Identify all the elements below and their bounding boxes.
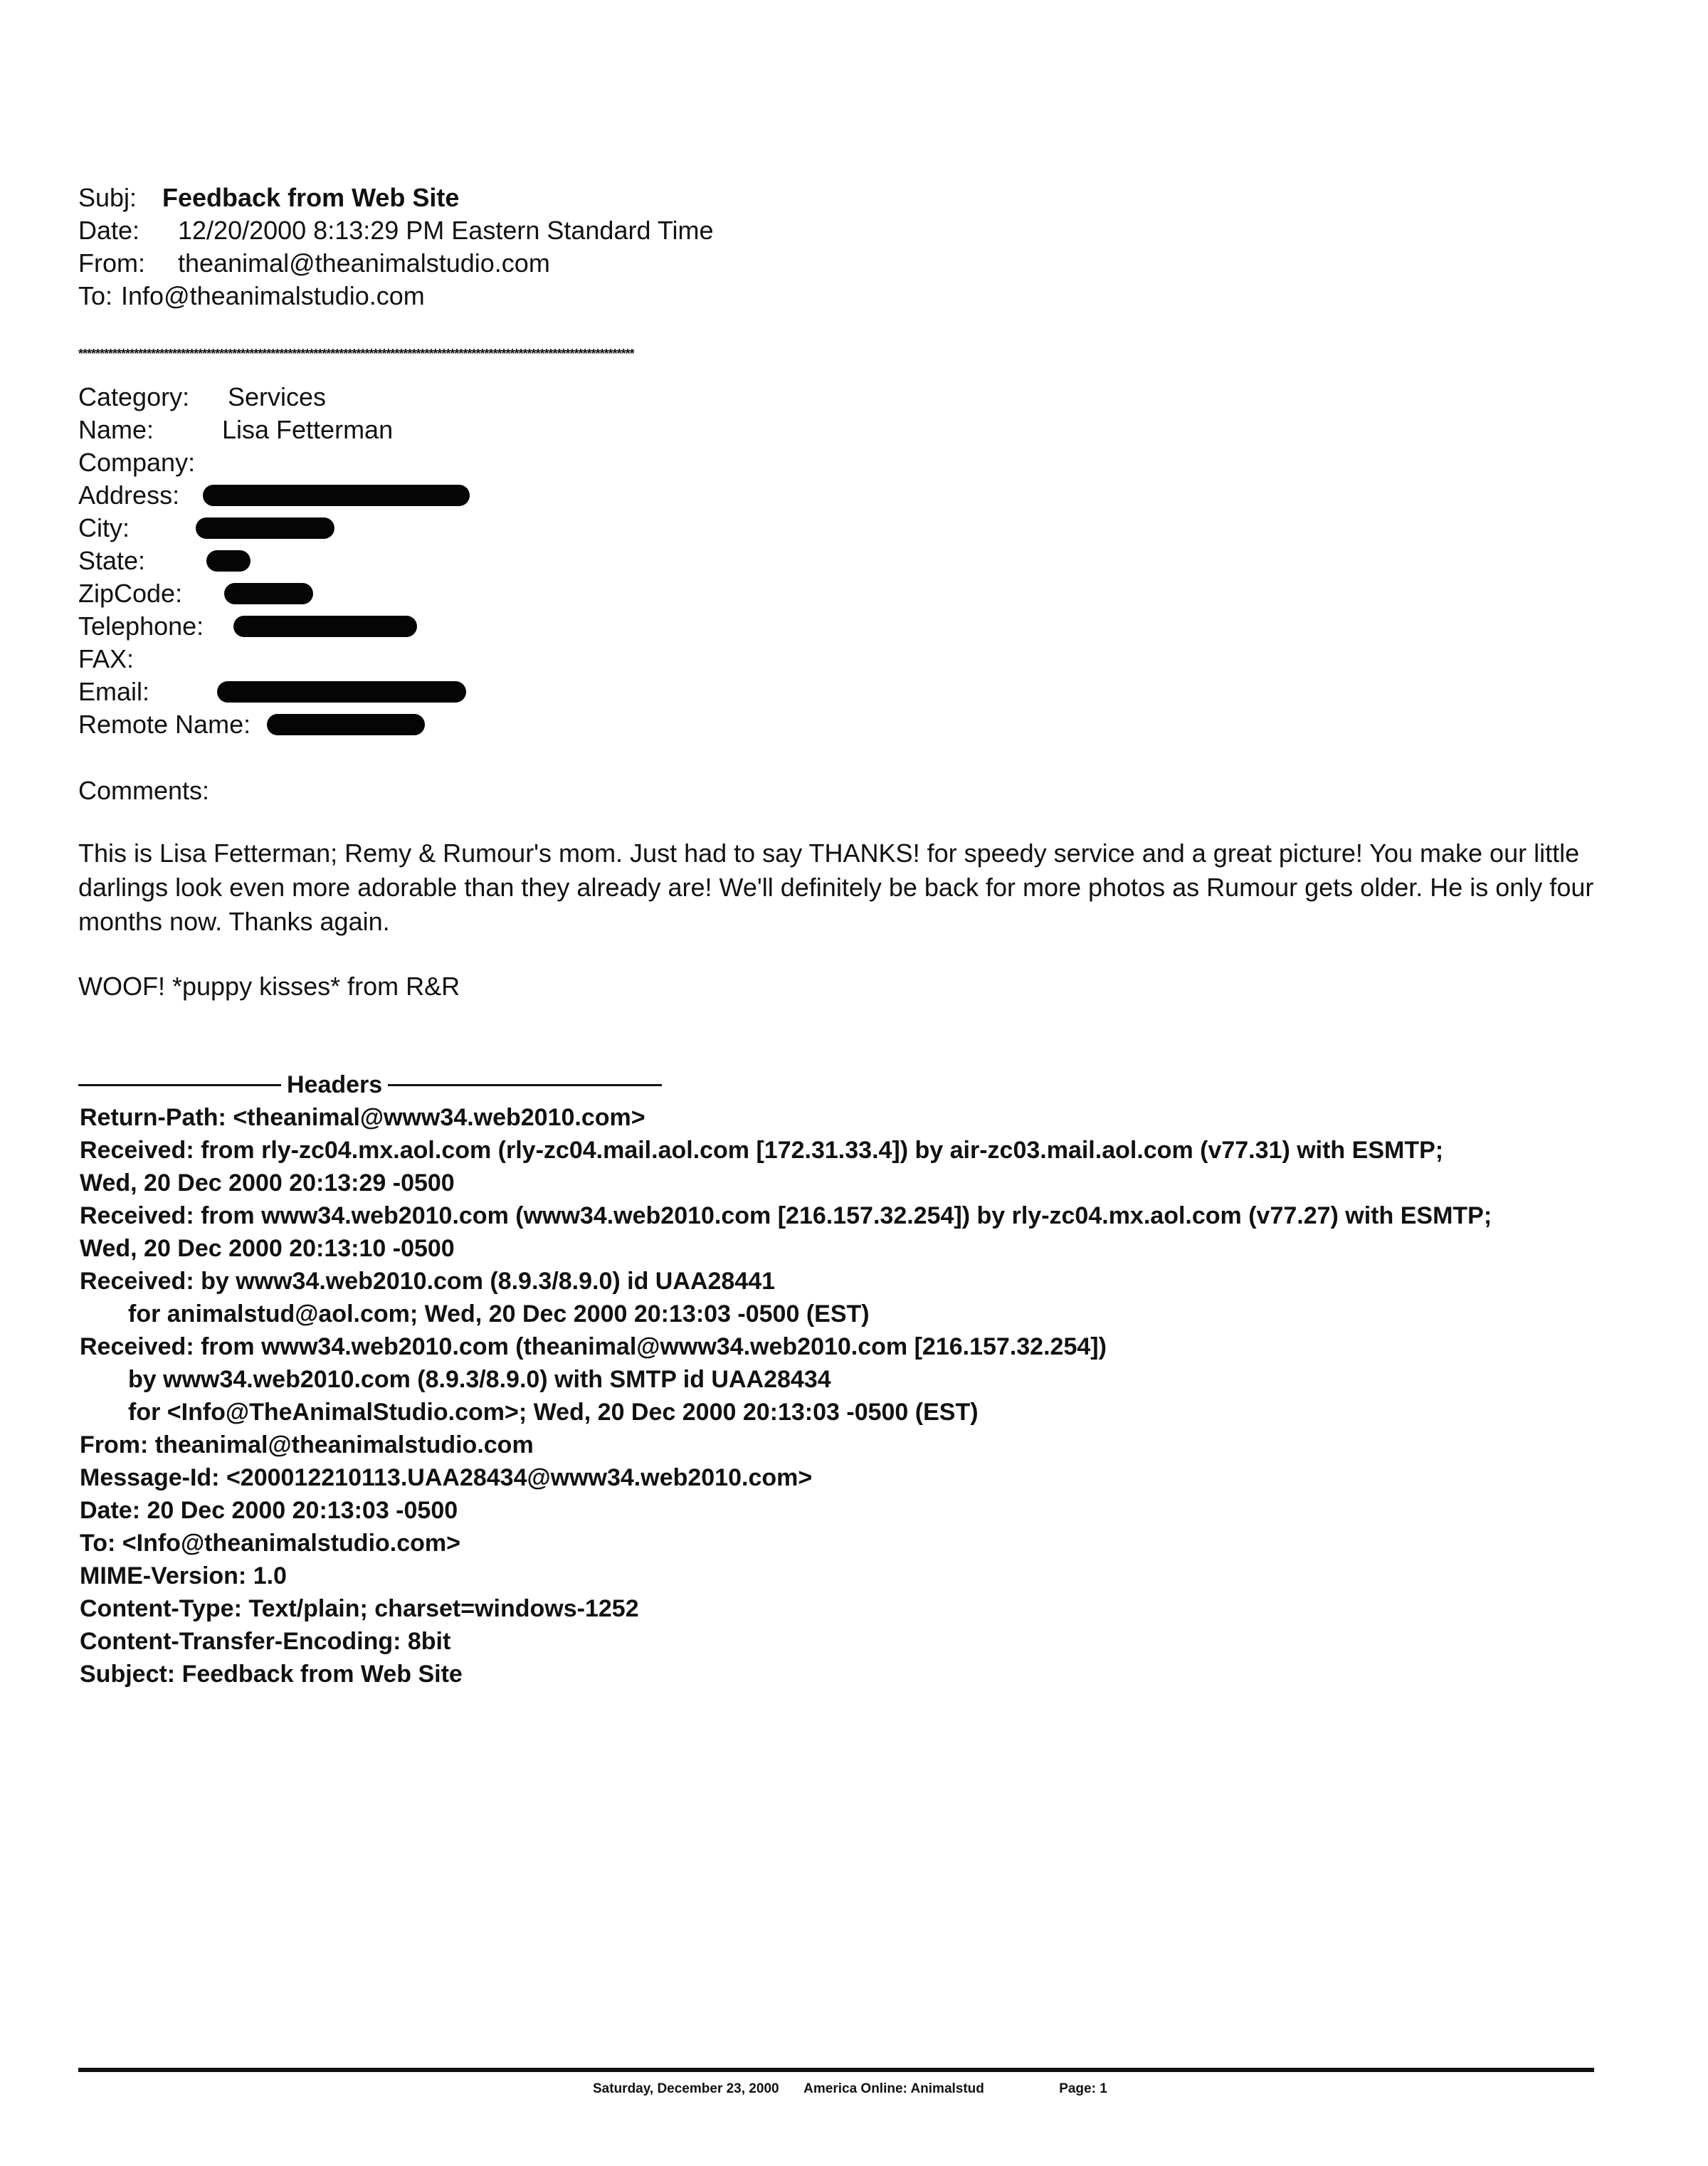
company-row xyxy=(78,446,470,479)
city-label: City: xyxy=(78,513,130,542)
header-line: Wed, 20 Dec 2000 20:13:10 -0500 xyxy=(80,1235,455,1262)
category-row xyxy=(78,381,470,414)
comments-body: This is Lisa Fetterman; Remy & Rumour's mom. Just had to say THANKS! for speedy service and a great picture! You make our little darlings look even more adorable than they already are! We'll definitely be back for more photos as Rumour gets older. He is only four months now. Thanks again. xyxy=(78,838,1594,936)
divider-rule xyxy=(78,1084,281,1086)
from-label: From: xyxy=(78,248,145,278)
to-label: To: xyxy=(78,281,113,310)
footer-page-number: Page: 1 xyxy=(1059,2081,1107,2096)
email-row xyxy=(78,675,470,708)
header-line: by www34.web2010.com (8.9.3/8.9.0) with SMTP id UAA28434 xyxy=(128,1366,831,1393)
telephone-row xyxy=(78,610,470,643)
comments-closing: WOOF! *puppy kisses* from R&R xyxy=(78,972,460,1001)
category-label: Category: xyxy=(78,382,190,411)
zip-label: ZipCode: xyxy=(78,579,183,608)
header-line: Wed, 20 Dec 2000 20:13:29 -0500 xyxy=(80,1169,455,1197)
email-headers xyxy=(80,1101,1492,1691)
name-label: Name: xyxy=(78,415,154,444)
header-line: Return-Path: <theanimal@www34.web2010.com> xyxy=(80,1104,645,1131)
subject-row: Subj: Feedback from Web Site xyxy=(78,182,713,214)
remote-name-row xyxy=(78,708,470,741)
headers-divider xyxy=(78,1071,662,1099)
header-line: for <Info@TheAnimalStudio.com>; Wed, 20 Dec 2000 20:13:03 -0500 (EST) xyxy=(128,1399,979,1426)
footer-date: Saturday, December 23, 2000 xyxy=(593,2081,779,2096)
redaction-mark xyxy=(203,485,470,506)
redaction-mark xyxy=(233,616,417,637)
comments-label: Comments: xyxy=(78,776,210,805)
from-row xyxy=(78,247,713,280)
state-label: State: xyxy=(78,546,146,575)
divider-rule xyxy=(388,1084,662,1086)
redaction-mark xyxy=(224,583,313,604)
address-row xyxy=(78,479,470,512)
fax-row xyxy=(78,643,470,675)
name-row xyxy=(78,414,470,446)
header-line: Received: by www34.web2010.com (8.9.3/8.9.0) id UAA28441 xyxy=(80,1268,776,1295)
fax-label: FAX: xyxy=(78,644,135,673)
header-line: Received: from rly-zc04.mx.aol.com (rly-zc04.mail.aol.com [172.31.33.4]) by air-zc03.mail.aol.com (v77.31) with ESMTP; xyxy=(80,1137,1444,1164)
remote-name-label: Remote Name: xyxy=(78,710,251,739)
header-line: From: theanimal@theanimalstudio.com xyxy=(80,1431,534,1458)
email-label: Email: xyxy=(78,677,150,706)
header-line: Date: 20 Dec 2000 20:13:03 -0500 xyxy=(80,1497,458,1524)
zip-row xyxy=(78,577,470,610)
redaction-mark xyxy=(267,714,425,735)
header-line: To: <Info@theanimalstudio.com> xyxy=(80,1530,461,1557)
address-label: Address: xyxy=(78,480,180,510)
page-footer xyxy=(593,2081,1129,2097)
telephone-label: Telephone: xyxy=(78,611,204,641)
email-summary xyxy=(78,182,713,312)
header-line: for animalstud@aol.com; Wed, 20 Dec 2000 20:13:03 -0500 (EST) xyxy=(128,1300,870,1328)
redaction-mark xyxy=(217,681,466,703)
form-fields xyxy=(78,381,470,741)
header-line: Message-Id: <200012210113.UAA28434@www34.web2010.com> xyxy=(80,1464,813,1491)
company-label: Company: xyxy=(78,448,196,477)
asterisk-separator: ********************************************************************************************************************************** xyxy=(78,349,634,359)
footer-rule xyxy=(78,2068,1594,2072)
name-value: Lisa Fetterman xyxy=(222,415,394,444)
header-line: Content-Type: Text/plain; charset=windows-1252 xyxy=(80,1595,639,1622)
redaction-mark xyxy=(206,550,251,572)
redaction-mark xyxy=(196,517,334,539)
date-value: 12/20/2000 8:13:29 PM Eastern Standard Time xyxy=(178,216,714,245)
to-value: Info@theanimalstudio.com xyxy=(121,281,425,310)
from-value: theanimal@theanimalstudio.com xyxy=(178,248,550,278)
subject-value: Feedback from Web Site xyxy=(162,183,460,212)
footer-service: America Online: Animalstud xyxy=(803,2081,984,2096)
header-line: Received: from www34.web2010.com (www34.web2010.com [216.157.32.254]) by rly-zc04.mx.aol.com (v77.27) with ESMTP; xyxy=(80,1202,1492,1229)
header-line: Content-Transfer-Encoding: 8bit xyxy=(80,1628,451,1655)
state-row xyxy=(78,545,470,577)
header-line: Received: from www34.web2010.com (theanimal@www34.web2010.com [216.157.32.254]) xyxy=(80,1333,1107,1360)
date-label: Date: xyxy=(78,216,140,245)
header-line: MIME-Version: 1.0 xyxy=(80,1562,287,1589)
date-row xyxy=(78,214,713,247)
city-row xyxy=(78,512,470,545)
header-line: Subject: Feedback from Web Site xyxy=(80,1661,463,1688)
to-row xyxy=(78,280,713,312)
headers-title: Headers xyxy=(287,1071,383,1098)
category-value: Services xyxy=(228,382,327,411)
